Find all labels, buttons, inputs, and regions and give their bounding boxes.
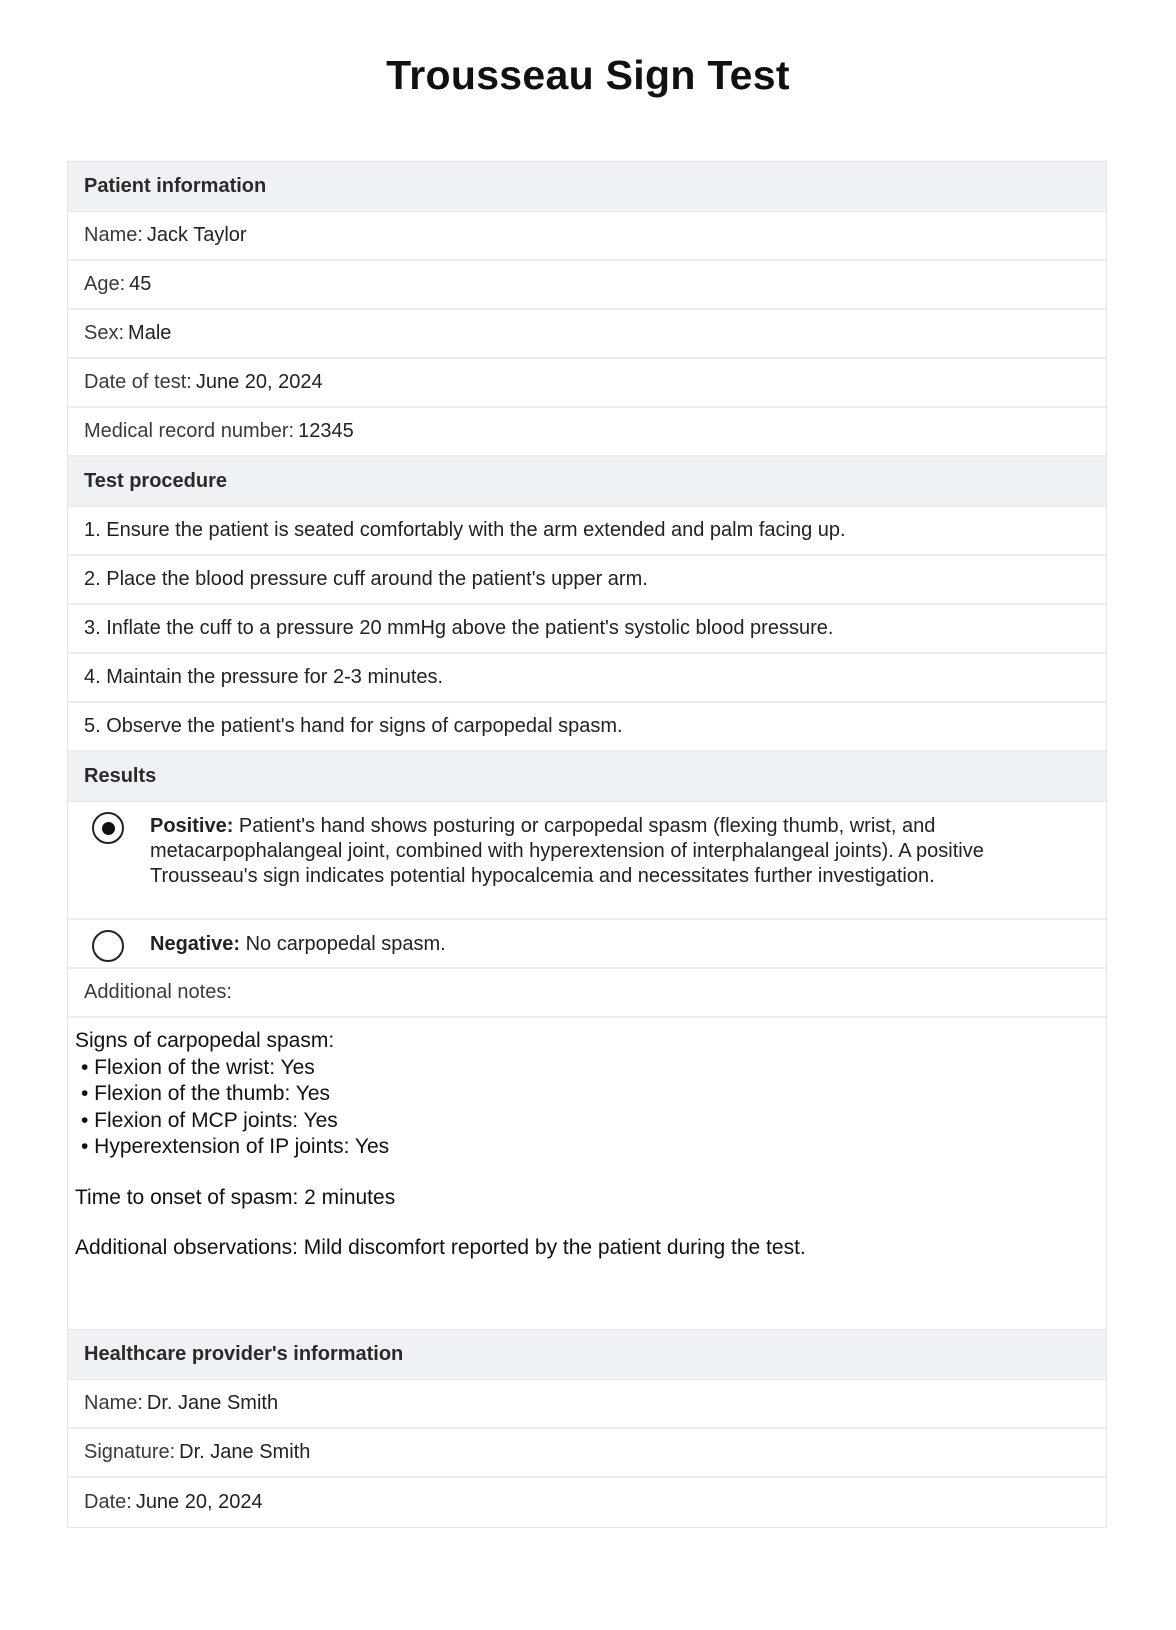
provider-signature-field[interactable] [68, 1429, 1106, 1478]
additional-observations: Additional observations: Mild discomfort reported by the patient during the test. [75, 1236, 806, 1259]
field-label: Medical record number: [84, 420, 295, 442]
additional-notes-label [68, 969, 1106, 1018]
sign-item: • Hyperextension of IP joints: Yes [81, 1135, 390, 1158]
radio-dot [102, 822, 115, 835]
field-label: Date of test: [84, 371, 192, 393]
result-option-text [150, 814, 1076, 889]
onset-time: Time to onset of spasm: 2 minutes [75, 1185, 396, 1209]
provider-date-field[interactable] [68, 1478, 1106, 1527]
field-value[interactable]: Dr. Jane Smith [179, 1441, 311, 1463]
field-label: Age: [84, 273, 126, 295]
patient-name-field[interactable] [68, 212, 1106, 261]
sign-item: • Flexion of MCP joints: Yes [81, 1108, 338, 1132]
medical-record-number-field[interactable] [68, 408, 1106, 457]
page-title: Trousseau Sign Test [386, 52, 790, 98]
section-header-provider-information: Healthcare provider's information [68, 1330, 1106, 1380]
result-option-description: Patient's hand shows posturing or carpopedal spasm (flexing thumb, wrist, and metacarpophalangeal joint, combined with hyperextension of interphalangeal joints). A positive Trousseau's sign indicates potential hypocalcemia and necessitates further investigation. [150, 815, 984, 887]
field-value[interactable]: Dr. Jane Smith [146, 1392, 279, 1414]
radio-selected-icon[interactable] [92, 812, 124, 844]
additional-notes-textarea[interactable] [68, 1018, 1106, 1330]
result-option-label: Negative: [150, 933, 241, 955]
result-option-label: Positive: [150, 815, 234, 837]
field-label: Date: [84, 1491, 132, 1513]
field-value[interactable]: Male [128, 322, 172, 344]
procedure-step: 3. Inflate the cuff to a pressure 20 mmHg above the patient's systolic blood pressure. [68, 605, 1106, 654]
result-option-text [150, 932, 446, 957]
procedure-step: 4. Maintain the pressure for 2-3 minutes. [68, 654, 1106, 703]
section-header-test-procedure: Test procedure [68, 457, 1106, 507]
sign-item: • Flexion of the wrist: Yes [81, 1055, 315, 1079]
result-option-positive[interactable] [68, 802, 1106, 920]
result-option-negative[interactable] [68, 920, 1106, 969]
field-label: Name: [84, 224, 143, 246]
radio-unselected-icon[interactable] [92, 930, 124, 962]
field-value[interactable]: June 20, 2024 [135, 1491, 263, 1513]
field-label: Name: [84, 1392, 143, 1414]
procedure-step: 2. Place the blood pressure cuff around the patient's upper arm. [68, 556, 1106, 605]
patient-sex-field[interactable] [68, 310, 1106, 359]
provider-name-field[interactable] [68, 1380, 1106, 1429]
trousseau-form [67, 161, 1107, 1528]
field-value[interactable]: 45 [129, 273, 152, 295]
date-of-test-field[interactable] [68, 359, 1106, 408]
patient-age-field[interactable] [68, 261, 1106, 310]
procedure-step: 1. Ensure the patient is seated comfortably with the arm extended and palm facing up. [68, 507, 1106, 556]
additional-notes-label-text: Additional notes: [84, 981, 232, 1003]
field-value[interactable]: Jack Taylor [146, 224, 247, 246]
result-option-description: No carpopedal spasm. [245, 933, 446, 955]
sign-item: • Flexion of the thumb: Yes [81, 1082, 331, 1105]
signs-heading: Signs of carpopedal spasm: [75, 1029, 335, 1052]
field-label: Sex: [84, 322, 125, 344]
section-header-patient-information: Patient information [68, 162, 1106, 212]
section-header-results: Results [68, 752, 1106, 802]
field-value[interactable]: 12345 [298, 420, 354, 442]
field-label: Signature: [84, 1441, 176, 1463]
procedure-step: 5. Observe the patient's hand for signs of carpopedal spasm. [68, 703, 1106, 752]
field-value[interactable]: June 20, 2024 [195, 371, 323, 393]
